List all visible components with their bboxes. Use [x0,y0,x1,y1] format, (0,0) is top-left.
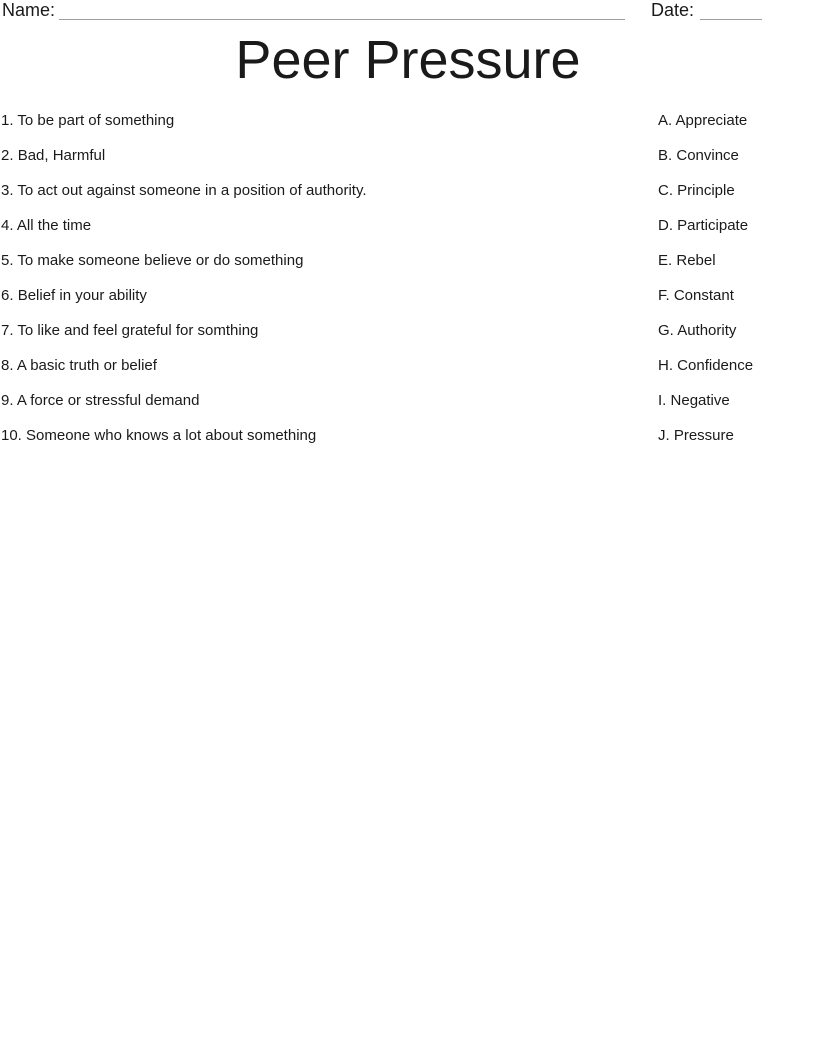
question-number: 7. [1,322,14,339]
question-text: To make someone believe or do something [17,252,304,269]
answer-item [658,252,816,270]
matching-section [1,112,816,462]
answer-item [658,322,816,340]
match-row [1,392,816,427]
answer-text: Pressure [673,427,734,444]
question-text: To act out against someone in a position of authority. [17,182,367,199]
answer-item [658,182,816,200]
answer-text: Participate [677,217,749,234]
answer-item [658,112,816,130]
answer-letter: G. [658,322,674,339]
answer-text: Convince [676,147,739,164]
question-item [1,147,658,165]
question-number: 2. [1,147,14,164]
match-row [1,322,816,357]
answer-text: Negative [670,392,730,409]
answer-text: Appreciate [675,112,748,129]
match-row [1,147,816,182]
answer-item [658,147,816,165]
question-number: 3. [1,182,14,199]
answer-letter: E. [658,252,673,269]
answer-letter: H. [658,357,673,374]
match-row [1,112,816,147]
answer-letter: C. [658,182,673,199]
question-number: 9. [1,392,14,409]
question-text: All the time [16,217,92,234]
match-row [1,357,816,392]
answer-letter: B. [658,147,673,164]
answer-letter: J. [658,427,670,444]
answer-item [658,287,816,305]
match-row [1,427,816,462]
question-item [1,287,658,305]
question-item [1,112,658,130]
question-item [1,217,658,235]
question-item [1,252,658,270]
match-row [1,287,816,322]
question-text: To like and feel grateful for somthing [17,322,259,339]
answer-text: Rebel [676,252,716,269]
answer-letter: I. [658,392,667,409]
question-item [1,427,658,445]
question-item [1,392,658,410]
question-number: 1. [1,112,14,129]
question-item [1,322,658,340]
answer-text: Confidence [677,357,754,374]
answer-text: Constant [673,287,734,304]
question-number: 10. [1,427,22,444]
answer-item [658,217,816,235]
answer-text: Principle [677,182,735,199]
match-row [1,217,816,252]
question-text: Someone who knows a lot about something [26,427,317,444]
answer-item [658,427,816,445]
date-fill-line [700,1,762,20]
match-row [1,252,816,287]
question-text: Belief in your ability [17,287,147,304]
name-fill-line [59,1,625,20]
question-text: Bad, Harmful [17,147,106,164]
question-number: 5. [1,252,14,269]
answer-letter: F. [658,287,670,304]
question-number: 8. [1,357,14,374]
worksheet-header [2,0,770,20]
answer-letter: A. [658,112,673,129]
question-item [1,182,658,200]
question-item [1,357,658,375]
date-label: Date: [651,0,695,20]
answer-letter: D. [658,217,673,234]
question-text: A basic truth or belief [16,357,157,374]
answer-text: Authority [677,322,737,339]
question-number: 4. [1,217,14,234]
match-row [1,182,816,217]
name-label: Name: [2,0,56,20]
worksheet-title: Peer Pressure [235,30,581,90]
answer-item [658,357,816,375]
question-number: 6. [1,287,14,304]
question-text: To be part of something [17,112,175,129]
question-text: A force or stressful demand [16,392,200,409]
answer-item [658,392,816,410]
